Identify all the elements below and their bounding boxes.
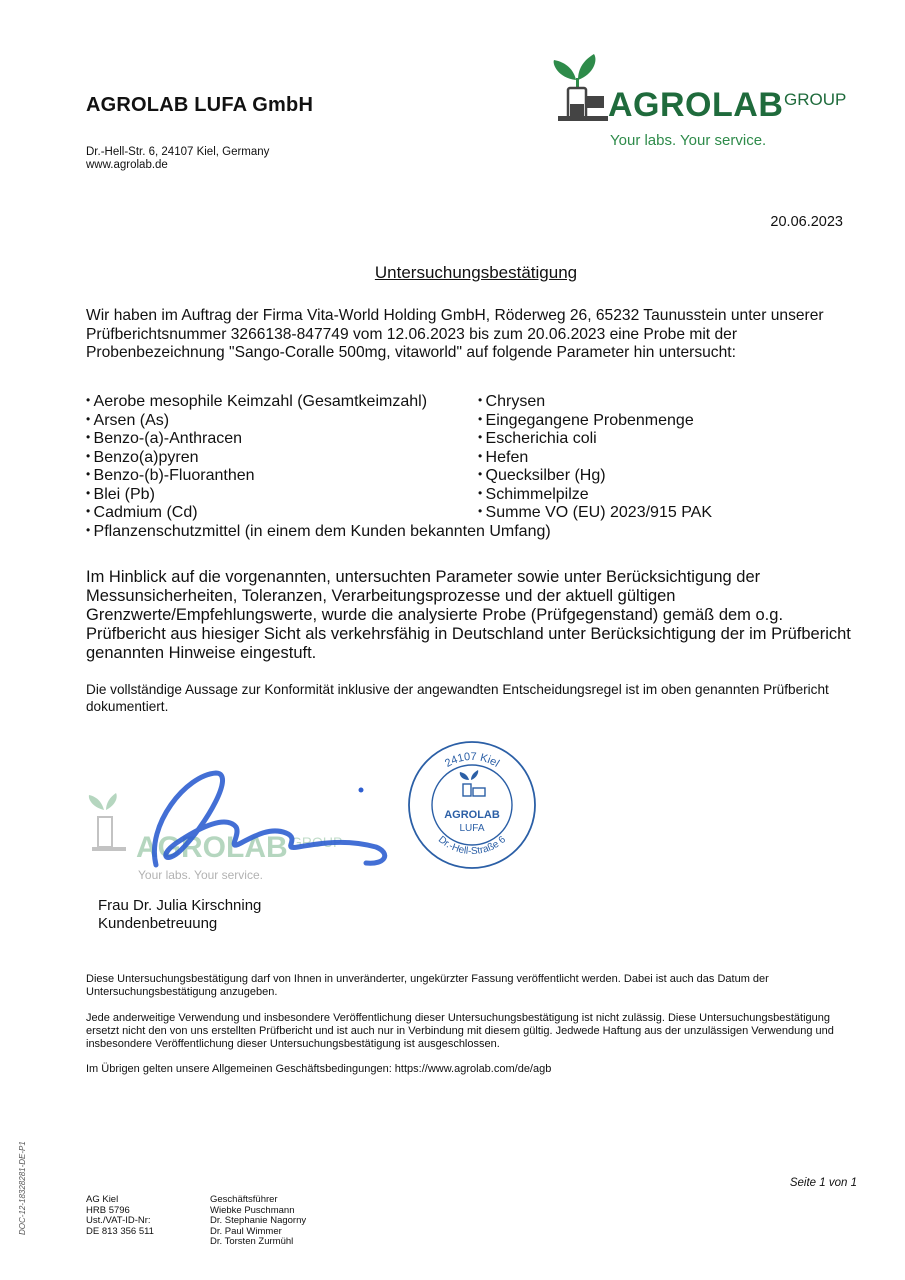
- legal-notes: [86, 973, 846, 1089]
- footer-registration: [86, 1195, 154, 1237]
- list-item: • Chrysen: [478, 393, 712, 412]
- intro-paragraph: Wir haben im Auftrag der Firma Vita-World Holding GmbH, Röderweg 26, 65232 Taunusstein unter unserer Prüfberichtsnummer 3266138-847749 vom 12.06.2023 bis zum 20.06.2023 eine Probe mit der Probenbezeichnung "Sango-Coralle 500mg, vitaworld" auf folgende Parameter hin untersucht:: [86, 307, 824, 361]
- list-item: • Benzo(a)pyren: [86, 449, 551, 468]
- footer-line: Dr. Paul Wimmer: [210, 1225, 282, 1237]
- footer-line: Wiebke Puschmann: [210, 1204, 295, 1216]
- stamp-name-line1: AGROLAB: [444, 809, 500, 821]
- website: www.agrolab.de: [86, 159, 168, 171]
- stamp-seal-icon: [405, 738, 540, 873]
- document-date: 20.06.2023: [770, 214, 843, 230]
- agrolab-group-logo: [548, 50, 858, 150]
- conformity-paragraph: Die vollständige Aussage zur Konformität inklusive der angewandten Entscheidungsregel ist im oben genannten Prüfbericht dokumentiert.: [86, 682, 829, 714]
- svg-text:24107 Kiel: [443, 751, 501, 770]
- signer-name: Frau Dr. Julia Kirschning: [98, 897, 262, 914]
- company-address: [86, 146, 269, 172]
- stamp-bottom-text: Dr.-Hell-Straße 6: [435, 834, 509, 858]
- footer-line: HRB 5796: [86, 1204, 130, 1216]
- list-item: • Blei (Pb): [86, 486, 551, 505]
- list-item: • Aerobe mesophile Keimzahl (Gesamtkeimzahl): [86, 393, 551, 412]
- address-line: Dr.-Hell-Str. 6, 24107 Kiel, Germany: [86, 146, 270, 158]
- logo-slogan: Your labs. Your service.: [610, 132, 767, 149]
- parameter-column-right: [478, 393, 712, 523]
- list-item: • Schimmelpilze: [478, 486, 712, 505]
- document-title: Untersuchungsbestätigung: [374, 263, 578, 282]
- list-item: • Pflanzenschutzmittel (in einem dem Kunden bekannten Umfang): [86, 523, 551, 542]
- assessment-paragraph: Im Hinblick auf die vorgenannten, untersuchten Parameter sowie unter Berücksichtigung der Messunsicherheiten, Toleranzen, Verarbeitungsprozesse und der aktuell gültigen Grenzwerte/Empfehlungswerte, wurde die analysierte Probe (Prüfgegenstand) gemäß dem o.g. Prüfbericht aus hiesiger Sicht als verkehrsfähig in Deutschland unter Berücksichtigung der im Prüfbericht genannten Hinweise eingestuft.: [86, 568, 851, 662]
- faded-logo-slogan: Your labs. Your service.: [138, 868, 263, 882]
- note-usage: Jede anderweitige Verwendung und insbesondere Veröffentlichung dieser Untersuchungsbestätigung ist nicht zulässig. Diese Untersuchungsbestätigung ersetzt nicht den von uns erstellten Prüfbericht und ist auch nur in Verbindung mit diesem gültig. Jedwede Haftung aus der unzulässigen Verwendung und insbesondere Veröffentlichung dieser Untersuchungsbestätigung ist ausgeschlossen.: [86, 1011, 834, 1051]
- footer-line: DE 813 356 511: [86, 1225, 154, 1237]
- stamp-top-text: 24107 Kiel: [442, 750, 502, 770]
- list-item: • Summe VO (EU) 2023/915 PAK: [478, 504, 712, 523]
- list-item: • Hefen: [478, 449, 712, 468]
- document-code: DOC-12-18328281-DE-P1: [18, 1141, 27, 1235]
- faded-logo-word: AGROLAB: [136, 831, 288, 864]
- footer-line: Dr. Torsten Zurmühl: [210, 1236, 294, 1248]
- logo-wordmark: AGROLAB: [608, 86, 784, 124]
- list-item: • Quecksilber (Hg): [478, 467, 712, 486]
- list-item: • Cadmium (Cd): [86, 504, 551, 523]
- list-item: • Escherichia coli: [478, 430, 712, 449]
- list-item: • Benzo-(b)-Fluoranthen: [86, 467, 551, 486]
- note-terms: Im Übrigen gelten unsere Allgemeinen Geschäftsbedingungen: https://www.agrolab.com/de/agb: [86, 1063, 552, 1076]
- footer-line: Dr. Stephanie Nagorny: [210, 1215, 307, 1227]
- signature-block: [86, 755, 396, 885]
- faded-logo-group: GROUP: [291, 834, 343, 850]
- footer-line: AG Kiel: [86, 1194, 119, 1205]
- faded-logo-icon: [86, 755, 396, 885]
- footer-title: Geschäftsführer: [210, 1194, 278, 1205]
- footer-line: Ust./VAT-ID-Nr:: [86, 1215, 151, 1227]
- official-stamp: [405, 738, 540, 873]
- list-item: • Benzo-(a)-Anthracen: [86, 430, 551, 449]
- page-number: Seite 1 von 1: [789, 1177, 857, 1189]
- note-publication: Diese Untersuchungsbestätigung darf von Ihnen in unveränderter, ungekürzter Fassung veröffentlicht werden. Dabei ist auch das Datum der Untersuchungsbestätigung anzugeben.: [86, 973, 769, 999]
- company-name: AGROLAB LUFA GmbH: [86, 94, 314, 116]
- signer-role: Kundenbetreuung: [98, 915, 218, 932]
- list-item: • Eingegangene Probenmenge: [478, 412, 712, 431]
- stamp-name-line2: LUFA: [459, 823, 485, 834]
- signer: [98, 897, 261, 933]
- list-item: • Arsen (As): [86, 412, 551, 431]
- footer-management: [210, 1195, 306, 1248]
- logo-group: GROUP: [784, 90, 847, 109]
